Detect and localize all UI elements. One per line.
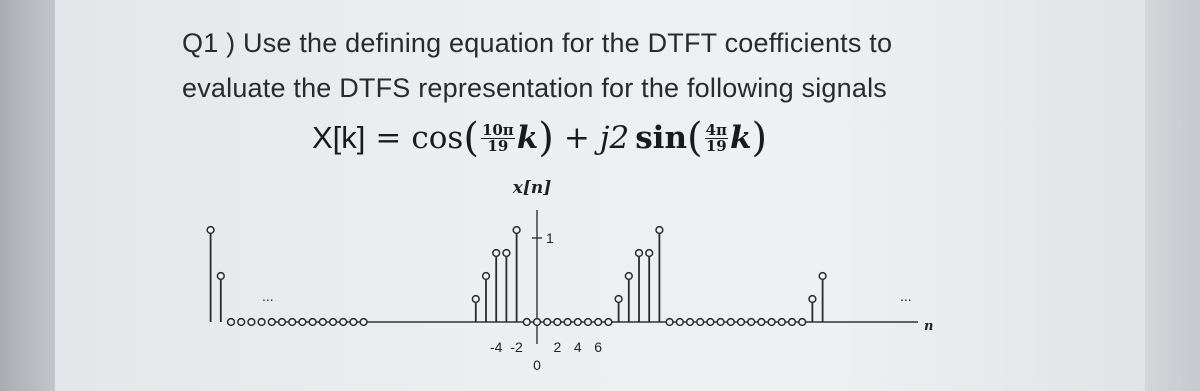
stem-marker (340, 319, 347, 326)
stem-marker (564, 319, 571, 326)
stem-marker (513, 227, 520, 234)
x-tick-label: 0 (533, 357, 541, 373)
chart-title: x[n] (512, 178, 552, 198)
close-paren: ) (538, 115, 554, 161)
stem-marker (207, 227, 214, 234)
cos-function: cos (411, 120, 464, 156)
stem-marker (350, 319, 357, 326)
stem-marker (585, 319, 592, 326)
stem-marker (789, 319, 796, 326)
stem-marker (666, 319, 673, 326)
stem-marker (768, 319, 775, 326)
cos-variable: k (516, 120, 539, 156)
stem-marker (615, 296, 622, 303)
stem-marker (258, 319, 265, 326)
equation-equals: = (375, 120, 402, 156)
stem-marker (493, 250, 500, 257)
stem-marker (309, 319, 316, 326)
stem-marker (676, 319, 683, 326)
stem-marker (248, 319, 255, 326)
stem-marker (472, 296, 479, 303)
stem-layer (207, 210, 918, 344)
stem-marker (523, 319, 530, 326)
stem-marker (748, 319, 755, 326)
x-tick-label: 2 (553, 339, 562, 355)
stem-marker (534, 319, 541, 326)
stem-marker (330, 319, 337, 326)
stem-marker (319, 319, 326, 326)
stem-marker (238, 319, 245, 326)
question-line-2: evaluate the DTFS representation for the following signals (182, 73, 887, 103)
stem-marker (289, 319, 296, 326)
sin-fraction-denominator: 19 (705, 136, 727, 155)
sin-coefficient: j2 (599, 120, 630, 156)
x-tick-label: -4 (489, 339, 503, 355)
stem-marker (483, 273, 490, 280)
x-tick-label: 6 (594, 339, 603, 355)
stem-marker (727, 319, 734, 326)
sin-fraction-numerator: 4π (705, 120, 728, 139)
equation-lhs: X[k] (312, 120, 366, 155)
y-tick-label: 1 (546, 230, 554, 246)
stem-marker (217, 273, 224, 280)
stem-marker (554, 319, 561, 326)
ellipsis-right: ... (900, 288, 912, 304)
open-paren: ( (687, 115, 703, 161)
stem-marker (697, 319, 704, 326)
stem-marker (636, 250, 643, 257)
equation-plus: + (563, 120, 590, 156)
stem-marker (656, 227, 663, 234)
stem-marker (738, 319, 745, 326)
stem-marker (360, 319, 367, 326)
stem-marker (758, 319, 765, 326)
stem-marker (646, 250, 653, 257)
x-tick-label: 4 (573, 339, 582, 355)
sin-variable: k (730, 120, 752, 156)
stem-marker (574, 319, 581, 326)
stem-marker (809, 296, 816, 303)
stem-marker (778, 319, 785, 326)
stem-marker (279, 319, 286, 326)
stem-marker (605, 319, 612, 326)
stem-marker (544, 319, 551, 326)
question-line-1: Q1 ) Use the defining equation for the DTFT coefficients to (182, 28, 893, 58)
stem-marker (228, 319, 235, 326)
sin-function: sin (635, 120, 687, 156)
stem-marker (707, 319, 714, 326)
stem-marker (687, 319, 694, 326)
cos-fraction-denominator: 19 (487, 136, 509, 155)
ellipsis-left: ... (262, 288, 274, 304)
x-tick-label: -2 (510, 339, 523, 355)
stem-marker (625, 273, 632, 280)
open-paren: ( (463, 115, 479, 161)
stem-marker (299, 319, 306, 326)
stem-marker (503, 250, 510, 257)
cos-fraction-numerator: 10π (481, 120, 514, 139)
stem-marker (595, 319, 602, 326)
stem-marker (717, 319, 724, 326)
stem-marker (268, 319, 275, 326)
x-axis-label: n (924, 319, 934, 334)
stem-marker (799, 319, 806, 326)
stem-marker (819, 273, 826, 280)
close-paren: ) (751, 115, 768, 161)
